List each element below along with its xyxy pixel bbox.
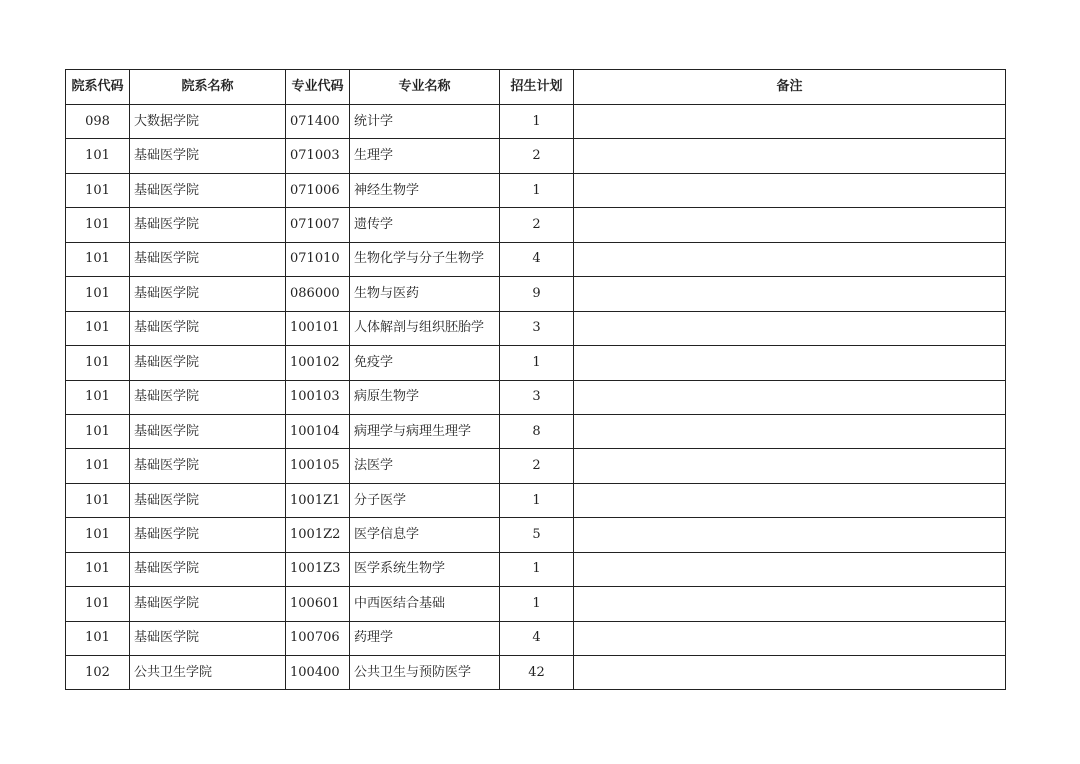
cell-major-name: 人体解剖与组织胚胎学 — [350, 311, 500, 345]
cell-note — [574, 208, 1006, 242]
cell-major-code: 100601 — [286, 587, 350, 621]
cell-note — [574, 483, 1006, 517]
cell-dept-name: 基础医学院 — [130, 587, 286, 621]
table-row — [66, 518, 1006, 552]
cell-major-code: 086000 — [286, 277, 350, 311]
cell-major-name: 生物与医药 — [350, 277, 500, 311]
cell-dept-name: 公共卫生学院 — [130, 656, 286, 690]
cell-dept-code: 101 — [66, 311, 130, 345]
header-dept-name: 院系名称 — [130, 70, 286, 105]
cell-major-name: 中西医结合基础 — [350, 587, 500, 621]
cell-plan: 4 — [500, 621, 574, 655]
cell-major-name: 医学系统生物学 — [350, 552, 500, 586]
cell-note — [574, 105, 1006, 139]
cell-major-code: 071006 — [286, 173, 350, 207]
cell-major-name: 医学信息学 — [350, 518, 500, 552]
cell-major-code: 100104 — [286, 414, 350, 448]
cell-dept-code: 101 — [66, 552, 130, 586]
cell-plan: 1 — [500, 105, 574, 139]
cell-plan: 2 — [500, 139, 574, 173]
cell-major-code: 100400 — [286, 656, 350, 690]
table-row — [66, 621, 1006, 655]
header-dept-code: 院系代码 — [66, 70, 130, 105]
table-row — [66, 346, 1006, 380]
cell-dept-code: 101 — [66, 518, 130, 552]
cell-dept-code: 101 — [66, 414, 130, 448]
cell-major-code: 100105 — [286, 449, 350, 483]
header-major-code: 专业代码 — [286, 70, 350, 105]
cell-dept-code: 101 — [66, 346, 130, 380]
cell-dept-name: 基础医学院 — [130, 414, 286, 448]
cell-major-code: 1001Z3 — [286, 552, 350, 586]
cell-plan: 4 — [500, 242, 574, 276]
enrollment-table — [65, 69, 1006, 690]
cell-dept-name: 基础医学院 — [130, 552, 286, 586]
cell-note — [574, 656, 1006, 690]
cell-note — [574, 311, 1006, 345]
cell-major-code: 071007 — [286, 208, 350, 242]
table-row — [66, 277, 1006, 311]
cell-dept-name: 基础医学院 — [130, 277, 286, 311]
table-row — [66, 656, 1006, 690]
cell-dept-name: 基础医学院 — [130, 311, 286, 345]
cell-note — [574, 621, 1006, 655]
cell-dept-code: 101 — [66, 208, 130, 242]
cell-note — [574, 346, 1006, 380]
cell-note — [574, 552, 1006, 586]
cell-note — [574, 277, 1006, 311]
cell-dept-code: 101 — [66, 380, 130, 414]
cell-plan: 3 — [500, 311, 574, 345]
cell-dept-code: 101 — [66, 449, 130, 483]
cell-major-code: 071003 — [286, 139, 350, 173]
table-row — [66, 449, 1006, 483]
cell-major-code: 1001Z1 — [286, 483, 350, 517]
cell-note — [574, 380, 1006, 414]
cell-major-code: 100103 — [286, 380, 350, 414]
table-row — [66, 380, 1006, 414]
cell-dept-code: 101 — [66, 139, 130, 173]
cell-note — [574, 414, 1006, 448]
cell-plan: 1 — [500, 587, 574, 621]
cell-dept-name: 基础医学院 — [130, 380, 286, 414]
table-row — [66, 105, 1006, 139]
cell-plan: 1 — [500, 483, 574, 517]
cell-major-name: 生物化学与分子生物学 — [350, 242, 500, 276]
header-major-name: 专业名称 — [350, 70, 500, 105]
cell-major-code: 1001Z2 — [286, 518, 350, 552]
cell-major-name: 药理学 — [350, 621, 500, 655]
cell-dept-name: 大数据学院 — [130, 105, 286, 139]
cell-plan: 1 — [500, 173, 574, 207]
cell-major-name: 病原生物学 — [350, 380, 500, 414]
cell-major-name: 病理学与病理生理学 — [350, 414, 500, 448]
cell-dept-code: 101 — [66, 277, 130, 311]
table-row — [66, 552, 1006, 586]
cell-note — [574, 139, 1006, 173]
cell-dept-code: 101 — [66, 242, 130, 276]
table-row — [66, 414, 1006, 448]
table-header-row — [66, 70, 1006, 105]
cell-plan: 1 — [500, 346, 574, 380]
cell-dept-name: 基础医学院 — [130, 518, 286, 552]
cell-dept-code: 101 — [66, 587, 130, 621]
table-row — [66, 208, 1006, 242]
table-body — [66, 105, 1006, 690]
cell-plan: 2 — [500, 208, 574, 242]
cell-plan: 2 — [500, 449, 574, 483]
cell-note — [574, 242, 1006, 276]
cell-major-name: 神经生物学 — [350, 173, 500, 207]
table-row — [66, 173, 1006, 207]
cell-major-name: 公共卫生与预防医学 — [350, 656, 500, 690]
cell-major-name: 生理学 — [350, 139, 500, 173]
cell-dept-code: 101 — [66, 173, 130, 207]
header-note: 备注 — [574, 70, 1006, 105]
cell-dept-name: 基础医学院 — [130, 483, 286, 517]
cell-dept-name: 基础医学院 — [130, 242, 286, 276]
cell-dept-name: 基础医学院 — [130, 621, 286, 655]
cell-dept-code: 101 — [66, 483, 130, 517]
cell-note — [574, 173, 1006, 207]
cell-plan: 3 — [500, 380, 574, 414]
cell-major-code: 100101 — [286, 311, 350, 345]
cell-major-code: 100706 — [286, 621, 350, 655]
cell-dept-name: 基础医学院 — [130, 449, 286, 483]
cell-dept-name: 基础医学院 — [130, 139, 286, 173]
cell-note — [574, 587, 1006, 621]
cell-plan: 42 — [500, 656, 574, 690]
cell-dept-name: 基础医学院 — [130, 173, 286, 207]
cell-major-name: 遗传学 — [350, 208, 500, 242]
cell-dept-name: 基础医学院 — [130, 208, 286, 242]
cell-dept-code: 102 — [66, 656, 130, 690]
table-row — [66, 242, 1006, 276]
table-row — [66, 311, 1006, 345]
cell-major-code: 071400 — [286, 105, 350, 139]
cell-note — [574, 449, 1006, 483]
cell-dept-name: 基础医学院 — [130, 346, 286, 380]
cell-major-code: 100102 — [286, 346, 350, 380]
table-row — [66, 587, 1006, 621]
cell-major-name: 分子医学 — [350, 483, 500, 517]
cell-plan: 9 — [500, 277, 574, 311]
cell-major-code: 071010 — [286, 242, 350, 276]
cell-dept-code: 098 — [66, 105, 130, 139]
cell-plan: 5 — [500, 518, 574, 552]
header-plan: 招生计划 — [500, 70, 574, 105]
cell-plan: 1 — [500, 552, 574, 586]
cell-major-name: 统计学 — [350, 105, 500, 139]
table-row — [66, 139, 1006, 173]
cell-plan: 8 — [500, 414, 574, 448]
cell-dept-code: 101 — [66, 621, 130, 655]
cell-major-name: 免疫学 — [350, 346, 500, 380]
cell-note — [574, 518, 1006, 552]
cell-major-name: 法医学 — [350, 449, 500, 483]
table-row — [66, 483, 1006, 517]
